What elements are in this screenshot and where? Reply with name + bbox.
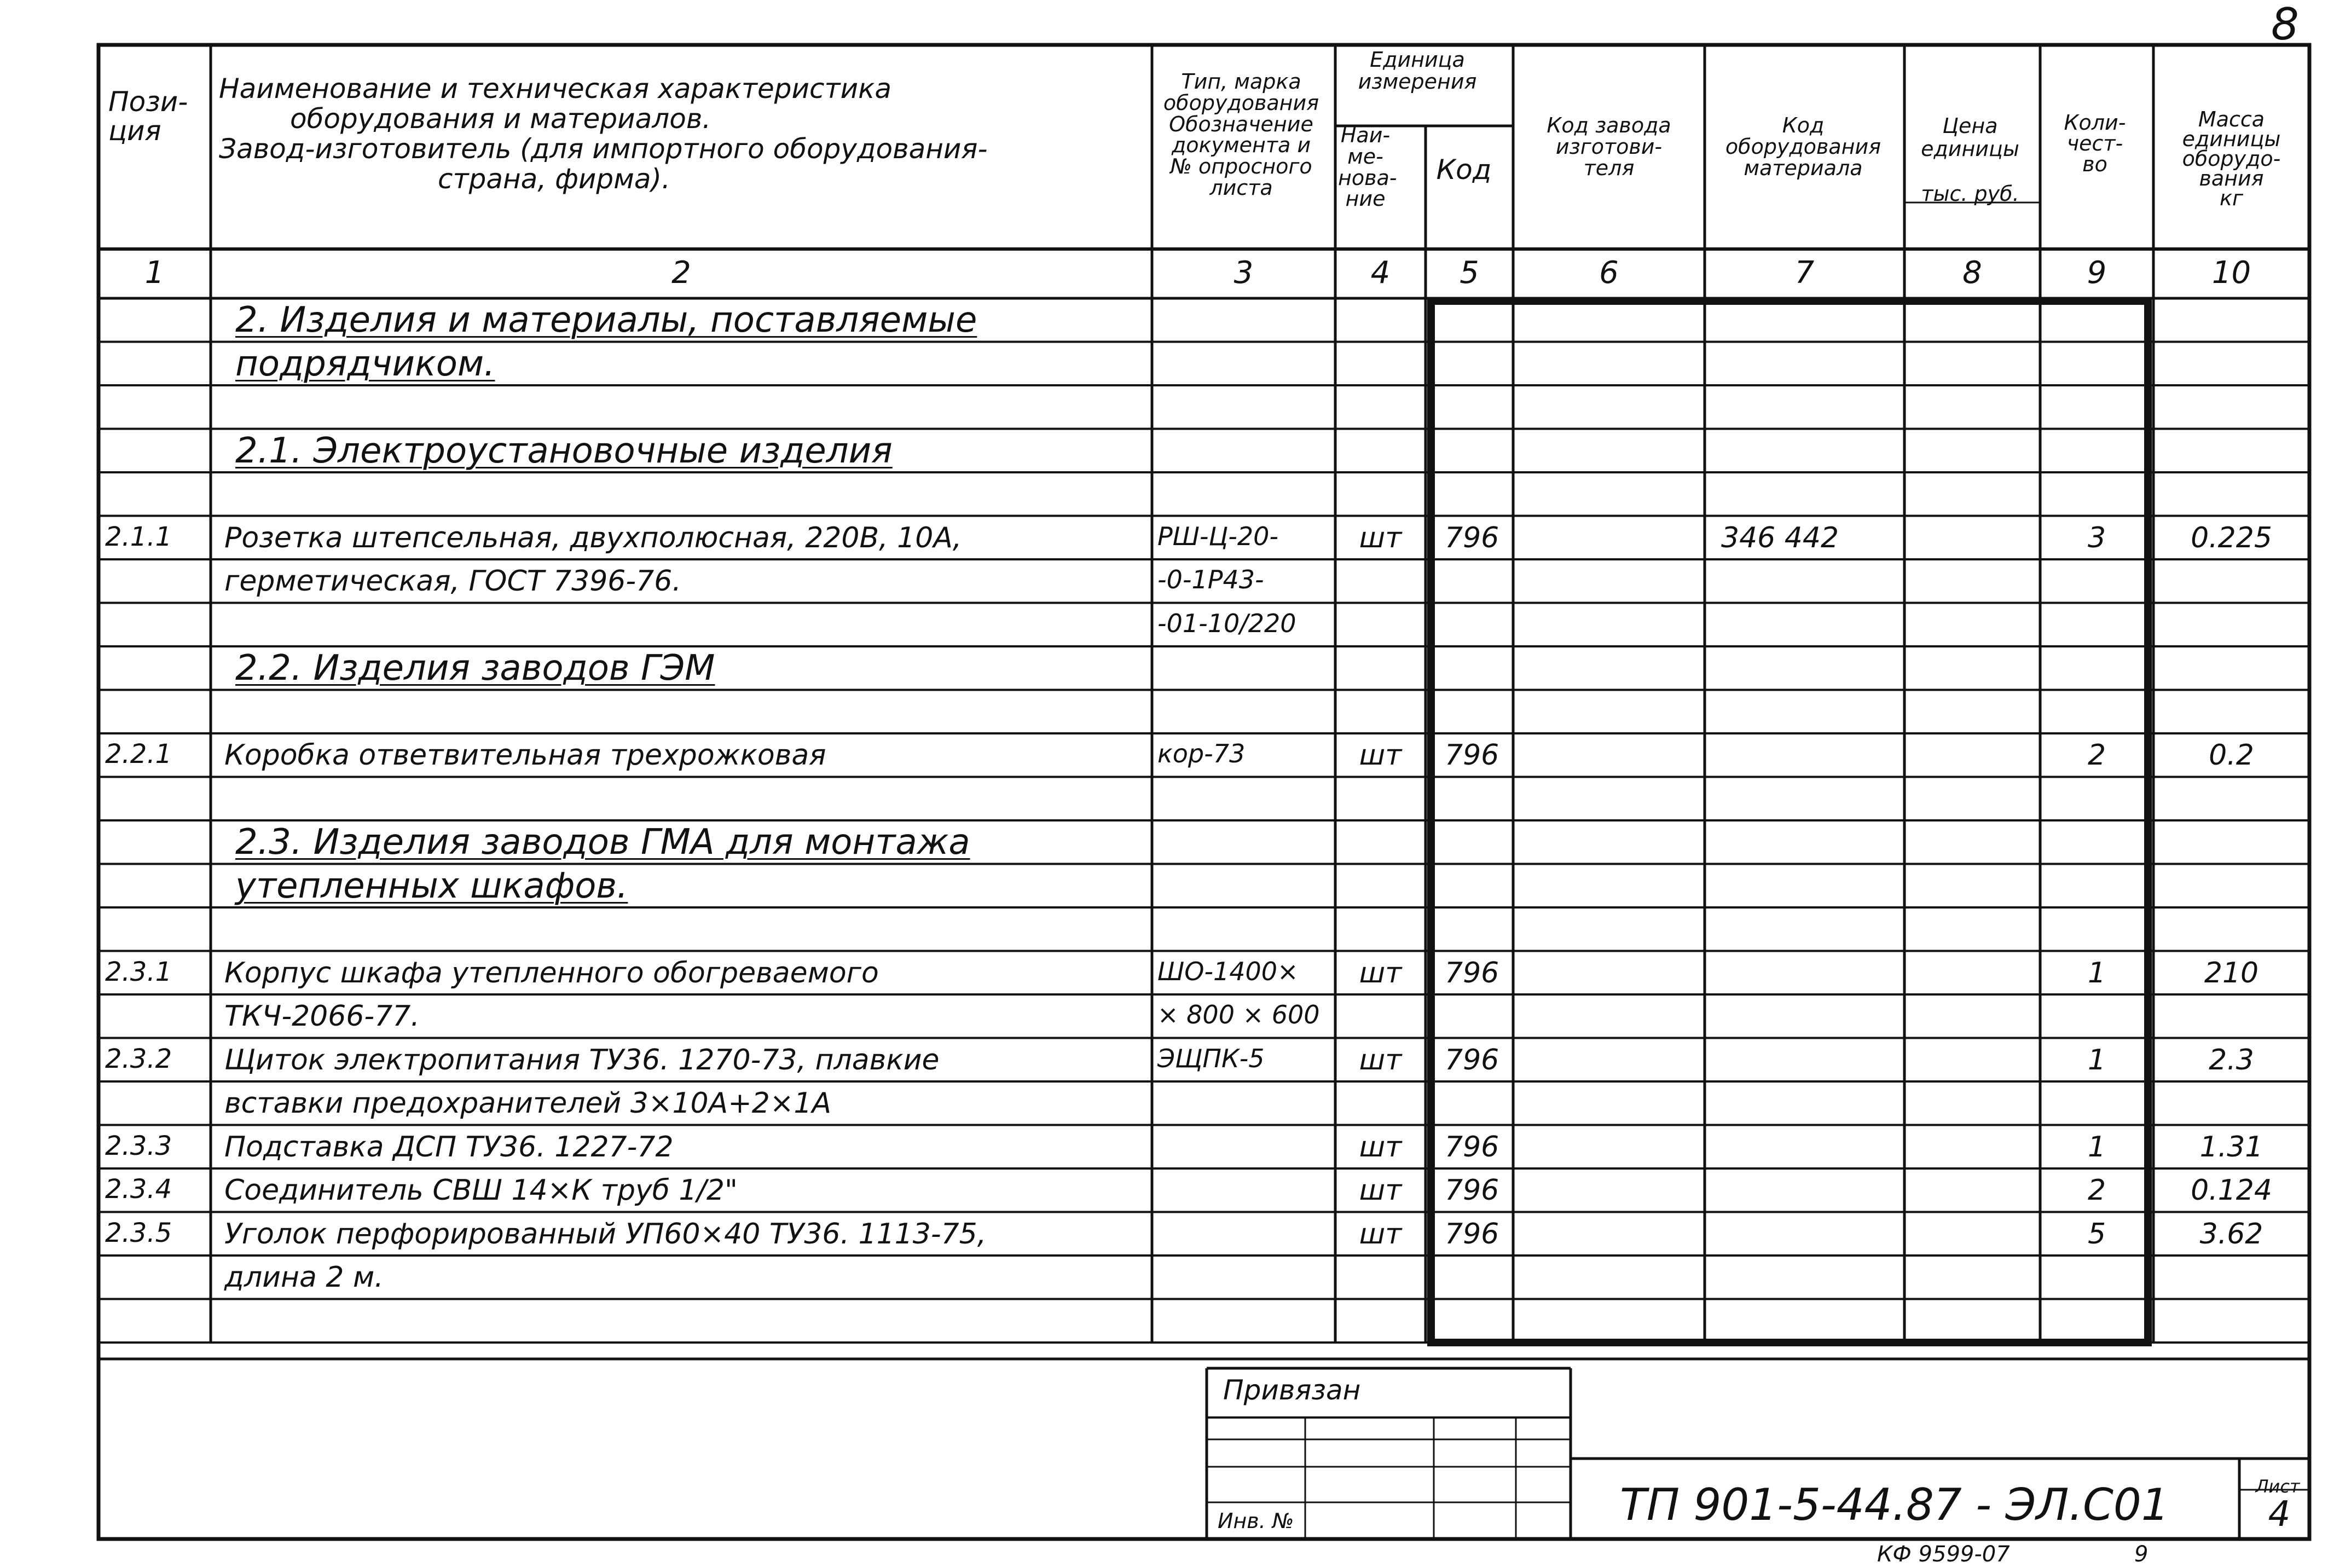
document-code: ТП 901-5-44.87 - ЭЛ.С01: [1620, 1479, 2169, 1530]
row-mass: 2.3: [2209, 1043, 2254, 1077]
row-type: РШ-Ц-20-: [1157, 521, 1278, 551]
footer-code: КФ 9599-07: [1877, 1542, 2010, 1567]
header-factory-code: Код завода изготови- теля: [1547, 113, 1671, 180]
row-type: ШО-1400×: [1157, 956, 1299, 986]
row-quantity: 2: [2087, 739, 2106, 772]
row-name: Розетка штепсельная, двухполюсная, 220В, 10А,: [224, 521, 962, 554]
header-unit-code: Код: [1436, 154, 1492, 186]
column-number-2: 2: [671, 255, 691, 291]
row-position: 2.1.1: [105, 521, 172, 552]
row-unit-code: 796: [1445, 521, 1499, 554]
row-name: Уголок перфорированный УП60×40 ТУ36. 1113-75,: [224, 1217, 987, 1251]
row-unit-code: 796: [1445, 1217, 1499, 1251]
row-type: кор-73: [1157, 739, 1246, 768]
row-position: 2.3.4: [105, 1174, 172, 1205]
header-type-mark: Тип, марка оборудования Обозначение документа и № опросного листа: [1163, 70, 1319, 200]
row-unit: шт: [1359, 1217, 1402, 1251]
row-name: Щиток электропитания ТУ36. 1270-73, плавкие: [224, 1043, 940, 1077]
row-name: подрядчиком.: [235, 343, 495, 384]
row-unit-code: 796: [1445, 739, 1499, 772]
row-unit-code: 796: [1445, 1043, 1499, 1077]
header-equipment-code: Код оборудования материала: [1725, 113, 1881, 180]
column-number-7: 7: [1794, 255, 1815, 291]
row-position: 2.3.2: [105, 1043, 172, 1074]
row-quantity: 3: [2087, 521, 2106, 554]
row-name: длина 2 м.: [224, 1261, 384, 1294]
column-number-9: 9: [2087, 255, 2107, 291]
row-type: ЭЩПК-5: [1157, 1043, 1265, 1073]
row-name: утепленных шкафов.: [235, 865, 628, 906]
row-mass: 0.225: [2191, 521, 2272, 554]
row-name: 2.2. Изделия заводов ГЭМ: [235, 648, 715, 688]
column-number-8: 8: [1962, 255, 1982, 291]
header-unit-group: Единица измерения: [1358, 48, 1477, 94]
row-mass: 1.31: [2199, 1130, 2263, 1164]
row-name: Корпус шкафа утепленного обогреваемого: [224, 956, 879, 990]
row-unit-code: 796: [1445, 956, 1499, 990]
row-name: герметическая, ГОСТ 7396-76.: [224, 565, 681, 598]
row-quantity: 1: [2087, 956, 2106, 990]
row-position: 2.2.1: [105, 739, 172, 769]
row-name: Коробка ответвительная трехрожковая: [224, 739, 826, 772]
header-price: Цена единицы тыс. руб.: [1921, 114, 2019, 206]
column-number-10: 10: [2211, 255, 2251, 291]
row-position: 2.3.5: [105, 1217, 172, 1248]
header-quantity: Коли- чест- во: [2064, 111, 2126, 176]
row-name: 2.1. Электроустановочные изделия: [235, 430, 893, 471]
row-type: -01-10/220: [1157, 608, 1296, 638]
row-mass: 3.62: [2199, 1217, 2263, 1251]
column-number-6: 6: [1599, 255, 1619, 291]
row-quantity: 5: [2087, 1217, 2106, 1251]
row-type: -0-1Р43-: [1157, 565, 1264, 594]
stamp-inventory-label: Инв. №: [1218, 1509, 1294, 1533]
row-unit: шт: [1359, 521, 1402, 554]
row-unit: шт: [1359, 739, 1402, 772]
header-mass: Масса единицы оборудо- вания кг: [2182, 107, 2281, 211]
stamp-bound-label: Привязан: [1223, 1374, 1361, 1406]
row-unit: шт: [1359, 1130, 1402, 1164]
row-unit-code: 796: [1445, 1174, 1499, 1207]
row-unit: шт: [1359, 1043, 1402, 1077]
header-position: Пози- ция: [108, 86, 188, 147]
row-equipment-code: 346 442: [1721, 521, 1839, 554]
row-mass: 210: [2204, 956, 2259, 990]
sheet-label: Лист: [2255, 1476, 2300, 1497]
row-name: вставки предохранителей 3×10А+2×1А: [224, 1087, 832, 1120]
row-type: × 800 × 600: [1157, 1000, 1320, 1029]
column-number-3: 3: [1234, 255, 1254, 291]
row-quantity: 1: [2087, 1043, 2106, 1077]
page-corner-number: 8: [2271, 0, 2299, 50]
row-unit: шт: [1359, 1174, 1402, 1207]
row-position: 2.3.3: [105, 1130, 172, 1161]
row-mass: 0.124: [2191, 1174, 2272, 1207]
column-number-4: 4: [1370, 255, 1391, 291]
row-mass: 0.2: [2209, 739, 2254, 772]
row-quantity: 2: [2087, 1174, 2106, 1207]
row-name: 2. Изделия и материалы, поставляемые: [235, 300, 977, 340]
column-number-5: 5: [1460, 255, 1479, 291]
sheet-number: 4: [2268, 1494, 2291, 1535]
row-position: 2.3.1: [105, 956, 172, 987]
row-name: Подставка ДСП ТУ36. 1227-72: [224, 1130, 674, 1164]
row-name: 2.3. Изделия заводов ГМА для монтажа: [235, 822, 970, 863]
row-unit-code: 796: [1445, 1130, 1499, 1164]
header-name-description: Наименование и техническая характеристика оборудования и материалов. Завод-изготовитель (для импортного оборудования- страна, фирма).: [219, 73, 988, 195]
column-number-1: 1: [144, 255, 165, 291]
row-name: Соединитель СВШ 14×К труб 1/2": [224, 1174, 738, 1207]
row-unit: шт: [1359, 956, 1402, 990]
footer-number: 9: [2134, 1542, 2149, 1567]
header-unit-name: Наи- ме- нова- ние: [1338, 123, 1397, 211]
row-quantity: 1: [2087, 1130, 2106, 1164]
row-name: ТКЧ-2066-77.: [224, 1000, 420, 1033]
